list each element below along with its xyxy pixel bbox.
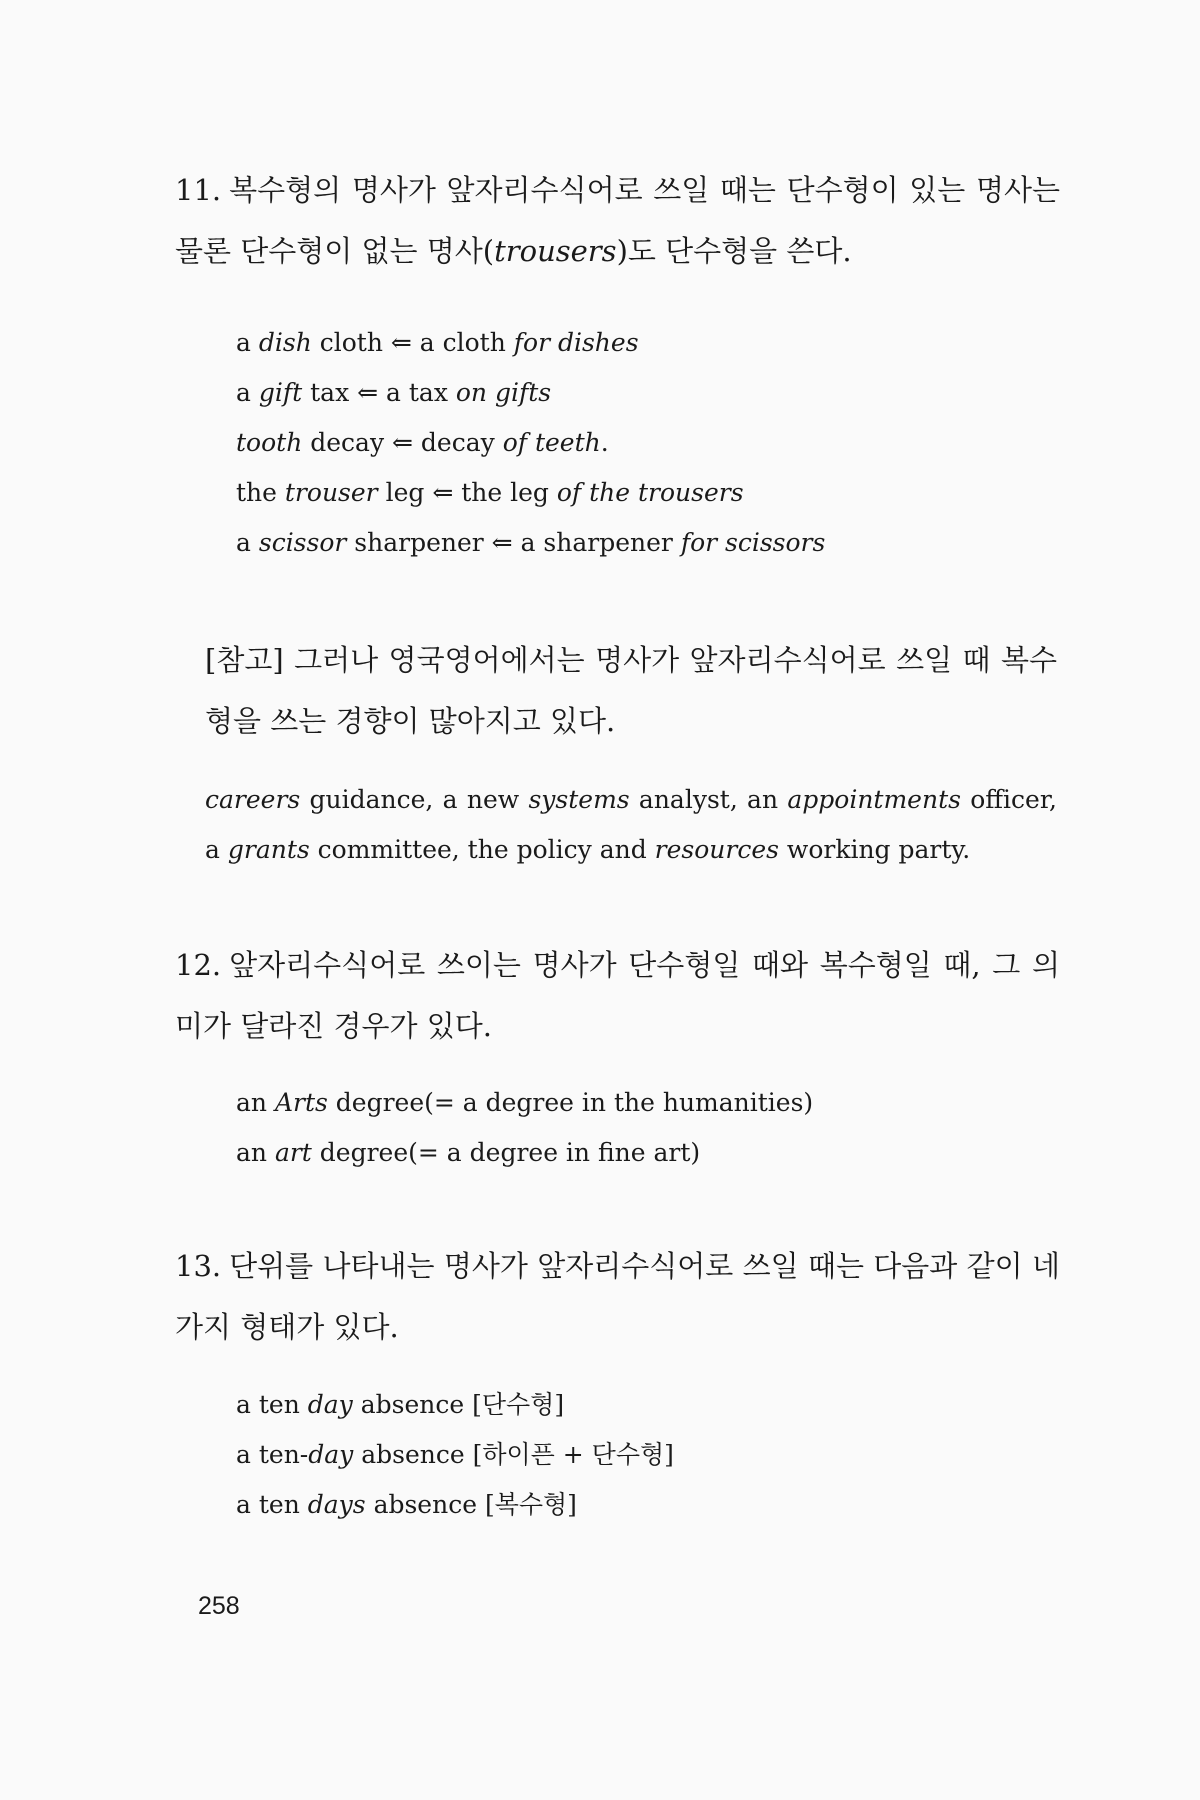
example-line: a ten-day absence [하이픈 + 단수형] [236, 1440, 674, 1469]
section-13-heading [175, 1236, 1060, 1358]
example-line: a dish cloth ⇐ a cloth for dishes [236, 328, 639, 357]
section-13-examples [236, 1380, 674, 1530]
example-line: an Arts degree(= a degree in the humanities) [236, 1088, 814, 1117]
section-number: 13. [175, 1249, 222, 1283]
note-paragraph [205, 630, 1057, 752]
example-line: a ten days absence [복수형] [236, 1490, 577, 1519]
section-number: 12. [175, 948, 222, 982]
section-11-heading [175, 160, 1060, 282]
example-line: tooth decay ⇐ decay of teeth. [236, 428, 609, 457]
heading-text: 복수형의 명사가 앞자리수식어로 쓰일 때는 단수형이 있는 명사는 물론 단수형이 없는 명사( [175, 173, 1060, 268]
note-text: [참고] 그러나 영국영어에서는 명사가 앞자리수식어로 쓰일 때 복수형을 쓰는 경향이 많아지고 있다. [205, 643, 1057, 738]
example-line: the trouser leg ⇐ the leg of the trousers [236, 478, 744, 507]
example-line: an art degree(= a degree in fine art) [236, 1138, 701, 1167]
section-number: 11. [175, 173, 222, 207]
section-12-examples [236, 1078, 813, 1178]
example-line: a ten day absence [단수형] [236, 1390, 565, 1419]
heading-text-end: )도 단수형을 쓴다. [616, 234, 852, 268]
section-12-heading [175, 935, 1060, 1057]
heading-text: 앞자리수식어로 쓰이는 명사가 단수형일 때와 복수형일 때, 그 의미가 달라진 경우가 있다. [175, 948, 1060, 1043]
note-examples: careers guidance, a new systems analyst, an appointments officer, a grants committee, the policy and resources working party. [205, 785, 1057, 864]
example-line: a scissor sharpener ⇐ a sharpener for scissors [236, 528, 826, 557]
heading-italic-term: trousers [494, 234, 617, 268]
section-11-examples [236, 318, 825, 568]
heading-text: 단위를 나타내는 명사가 앞자리수식어로 쓰일 때는 다음과 같이 네 가지 형태가 있다. [175, 1249, 1060, 1344]
page-number: 258 [198, 1592, 240, 1620]
example-line: a gift tax ⇐ a tax on gifts [236, 378, 552, 407]
